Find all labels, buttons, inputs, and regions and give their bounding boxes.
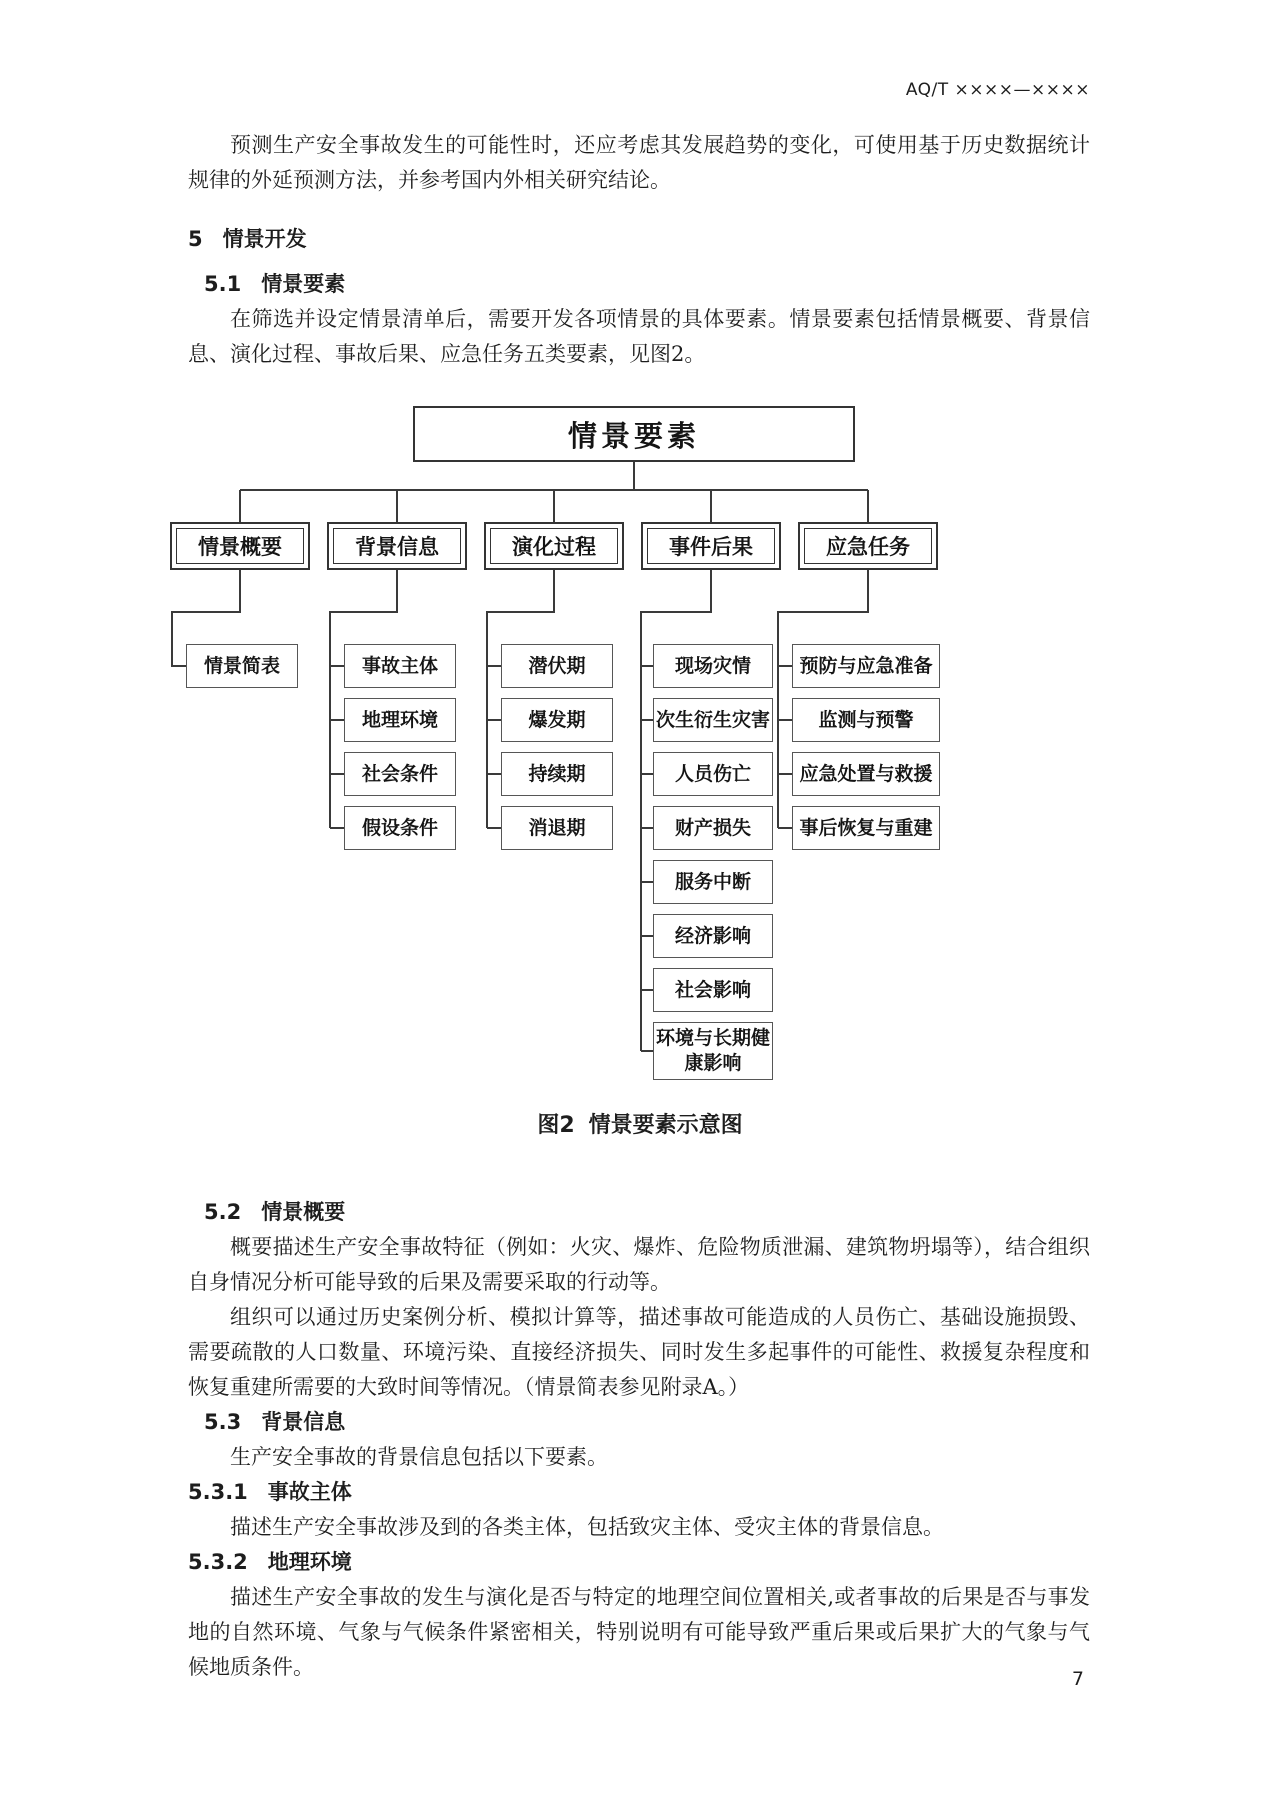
heading-5-1-number: 5.1 bbox=[204, 272, 242, 296]
heading-5-3-2-title: 地理环境 bbox=[267, 1550, 352, 1574]
figure-root-box: 情景要素 bbox=[413, 406, 855, 462]
figure-node: 现场灾情 bbox=[653, 644, 773, 688]
figure-node: 监测与预警 bbox=[792, 698, 940, 742]
figure-column-header: 应急任务 bbox=[798, 522, 938, 570]
figure-column-header: 演化过程 bbox=[484, 522, 624, 570]
paragraph-5-1: 在筛选并设定情景清单后，需要开发各项情景的具体要素。情景要素包括情景概要、背景信息、演化过程、事故后果、应急任务五类要素，见图2。 bbox=[188, 307, 1090, 366]
heading-5-title: 情景开发 bbox=[222, 227, 307, 251]
page-number: 7 bbox=[1071, 1668, 1084, 1690]
figure-node: 消退期 bbox=[501, 806, 613, 850]
figure-column-header: 情景概要 bbox=[170, 522, 310, 570]
heading-5-2-number: 5.2 bbox=[204, 1200, 242, 1224]
paragraph-5-3-2: 描述生产安全事故的发生与演化是否与特定的地理空间位置相关,或者事故的后果是否与事发地的自然环境、气象与气候条件紧密相关，特别说明有可能导致严重后果或后果扩大的气象与气候地质条件。 bbox=[188, 1585, 1090, 1679]
figure-node: 假设条件 bbox=[344, 806, 456, 850]
heading-5-3-title: 背景信息 bbox=[261, 1410, 346, 1434]
figure-node: 人员伤亡 bbox=[653, 752, 773, 796]
figure-node: 次生衍生灾害 bbox=[653, 698, 773, 742]
figure-node: 事后恢复与重建 bbox=[792, 806, 940, 850]
figure-caption-title: 情景要素示意图 bbox=[588, 1113, 743, 1138]
figure-node: 潜伏期 bbox=[501, 644, 613, 688]
heading-5-1-title: 情景要素 bbox=[261, 272, 346, 296]
figure-node: 财产损失 bbox=[653, 806, 773, 850]
figure-connector-lines bbox=[0, 396, 1280, 1086]
figure-node: 服务中断 bbox=[653, 860, 773, 904]
intro-paragraph: 预测生产安全事故发生的可能性时，还应考虑其发展趋势的变化，可使用基于历史数据统计规律的外延预测方法，并参考国内外相关研究结论。 bbox=[188, 133, 1090, 192]
heading-5-3-1 bbox=[188, 1475, 1090, 1510]
heading-5-3-number: 5.3 bbox=[204, 1410, 242, 1434]
figure-node: 地理环境 bbox=[344, 698, 456, 742]
figure-node: 社会条件 bbox=[344, 752, 456, 796]
paragraph-5-2-a: 概要描述生产安全事故特征（例如：火灾、爆炸、危险物质泄漏、建筑物坍塌等），结合组织自身情况分析可能导致的后果及需要采取的行动等。 bbox=[188, 1235, 1090, 1294]
figure-node: 环境与长期健康影响 bbox=[653, 1022, 773, 1080]
paragraph-5-2-b: 组织可以通过历史案例分析、模拟计算等，描述事故可能造成的人员伤亡、基础设施损毁、需要疏散的人口数量、环境污染、直接经济损失、同时发生多起事件的可能性、救援复杂程度和恢复重建所需要的大致时间等情况。（情景简表参见附录A。） bbox=[188, 1305, 1090, 1399]
figure-caption bbox=[0, 1108, 1280, 1139]
heading-5-number: 5 bbox=[188, 227, 203, 251]
figure-scenario-elements bbox=[0, 396, 1280, 1086]
heading-5-1 bbox=[188, 267, 1090, 302]
figure-caption-label: 图2 bbox=[537, 1113, 575, 1138]
paragraph-5-3-1: 描述生产安全事故涉及到的各类主体，包括致灾主体、受灾主体的背景信息。 bbox=[230, 1515, 944, 1539]
figure-column-header: 事件后果 bbox=[641, 522, 781, 570]
heading-5-3-2-number: 5.3.2 bbox=[188, 1550, 248, 1574]
heading-5-3-1-number: 5.3.1 bbox=[188, 1480, 248, 1504]
figure-column-header: 背景信息 bbox=[327, 522, 467, 570]
heading-5-2 bbox=[188, 1195, 1090, 1230]
figure-node: 预防与应急准备 bbox=[792, 644, 940, 688]
heading-5-2-title: 情景概要 bbox=[261, 1200, 346, 1224]
paragraph-5-3: 生产安全事故的背景信息包括以下要素。 bbox=[230, 1445, 608, 1469]
heading-5-3 bbox=[188, 1405, 1090, 1440]
figure-node: 社会影响 bbox=[653, 968, 773, 1012]
heading-5-3-2 bbox=[188, 1545, 1090, 1580]
heading-5 bbox=[188, 222, 1090, 257]
doc-header-standard-number: AQ/T ××××—×××× bbox=[905, 80, 1090, 100]
heading-5-3-1-title: 事故主体 bbox=[267, 1480, 352, 1504]
figure-node: 爆发期 bbox=[501, 698, 613, 742]
figure-node: 事故主体 bbox=[344, 644, 456, 688]
figure-node: 情景简表 bbox=[186, 644, 298, 688]
figure-node: 持续期 bbox=[501, 752, 613, 796]
figure-node: 经济影响 bbox=[653, 914, 773, 958]
figure-node: 应急处置与救援 bbox=[792, 752, 940, 796]
